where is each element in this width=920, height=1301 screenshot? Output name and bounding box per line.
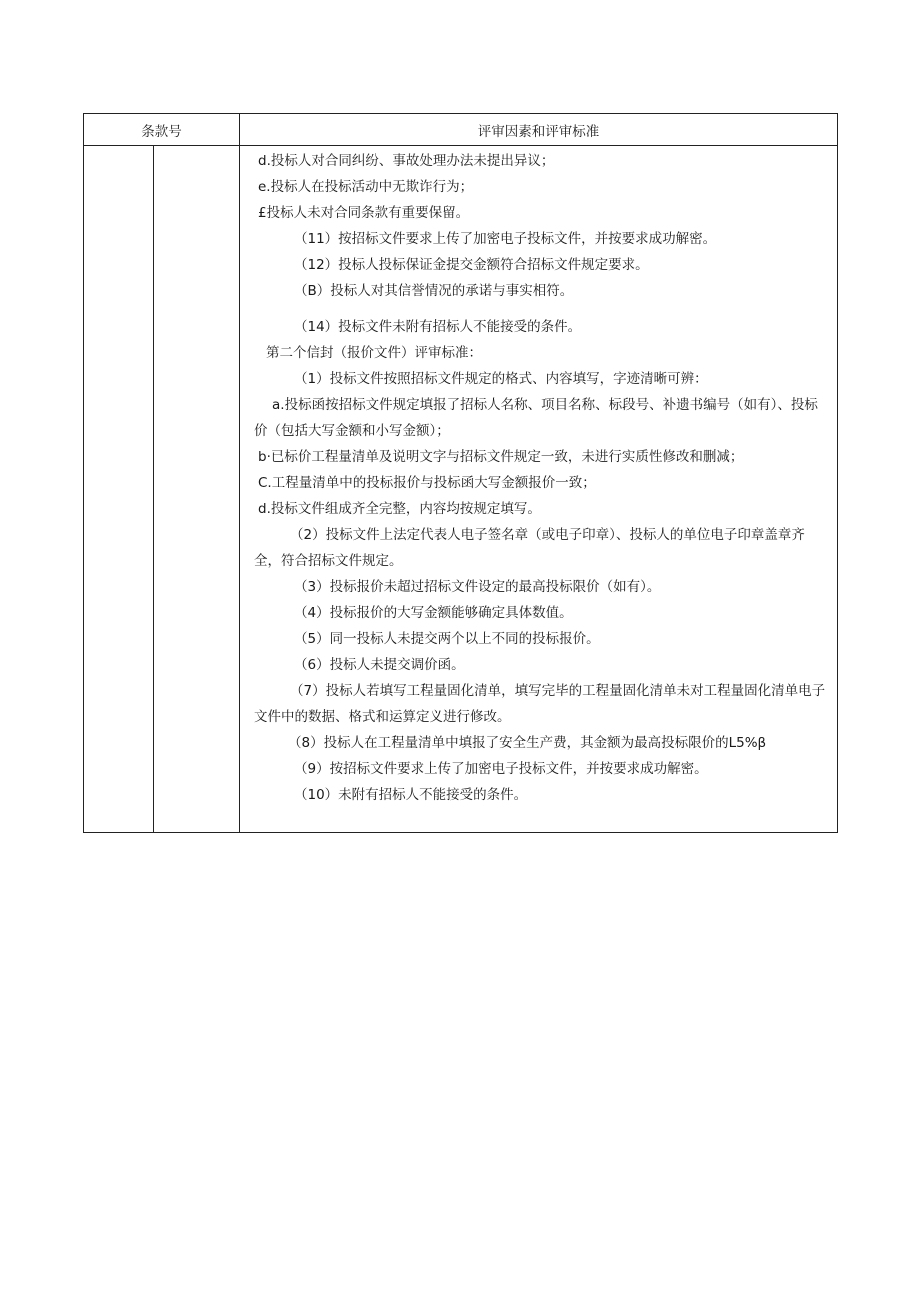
criteria-line: e.投标人在投标活动中无欺诈行为；	[258, 179, 474, 195]
criteria-line: d.投标文件组成齐全完整，内容均按规定填写。	[258, 501, 541, 517]
criteria-cell	[240, 146, 838, 833]
evaluation-criteria-table	[83, 113, 838, 833]
clause-number-cell	[84, 146, 154, 833]
clause-name-cell	[154, 146, 240, 833]
criteria-line: （6）投标人未提交调价函。	[294, 657, 465, 673]
criteria-line: a.投标函按招标文件规定填报了招标人名称、项目名称、标段号、补遗书编号（如有）、投标价（包括大写金额和小写金额）；	[254, 397, 818, 439]
criteria-line: （4）投标报价的大写金额能够确定具体数值。	[294, 605, 573, 621]
criteria-line: 第二个信封（报价文件）评审标准：	[266, 345, 482, 361]
criteria-line: （10）未附有招标人不能接受的条件。	[294, 787, 528, 803]
criteria-line: £投标人未对合同条款有重要保留。	[258, 205, 470, 221]
table-header-row	[84, 114, 838, 146]
criteria-line: （11）按招标文件要求上传了加密电子投标文件，并按要求成功解密。	[294, 231, 717, 247]
criteria-line: b·已标价工程量清单及说明文字与招标文件规定一致，未进行实质性修改和删减；	[258, 449, 744, 465]
criteria-line: C.工程量清单中的投标报价与投标函大写金额报价一致；	[258, 475, 596, 491]
table-body-row	[84, 146, 838, 833]
line-gap	[258, 304, 829, 314]
criteria-line: （3）投标报价未超过招标文件设定的最高投标限价（如有）。	[294, 579, 661, 595]
header-clause-number: 条款号	[84, 114, 240, 146]
criteria-line: （8）投标人在工程量清单中填报了安全生产费，其金额为最高投标限价的L5%β	[288, 735, 767, 751]
criteria-line: （1）投标文件按照招标文件规定的格式、内容填写，字迹清晰可辨：	[294, 371, 708, 387]
criteria-line: （9）按招标文件要求上传了加密电子投标文件，并按要求成功解密。	[294, 761, 708, 777]
criteria-line: （B）投标人对其信誉情况的承诺与事实相符。	[294, 283, 574, 299]
criteria-line: d.投标人对合同纠纷、事故处理办法未提出异议；	[258, 153, 555, 169]
criteria-line: （12）投标人投标保证金提交金额符合招标文件规定要求。	[294, 257, 649, 273]
criteria-line: （14）投标文件未附有招标人不能接受的条件。	[294, 319, 582, 335]
header-criteria: 评审因素和评审标准	[240, 114, 838, 146]
criteria-line: （7）投标人若填写工程量固化清单，填写完毕的工程量固化清单未对工程量固化清单电子文件中的数据、格式和运算定义进行修改。	[254, 683, 826, 725]
criteria-content	[240, 146, 837, 808]
criteria-line: （2）投标文件上法定代表人电子签名章（或电子印章）、投标人的单位电子印章盖章齐全，符合招标文件规定。	[254, 527, 805, 569]
criteria-line: （5）同一投标人未提交两个以上不同的投标报价。	[294, 631, 600, 647]
